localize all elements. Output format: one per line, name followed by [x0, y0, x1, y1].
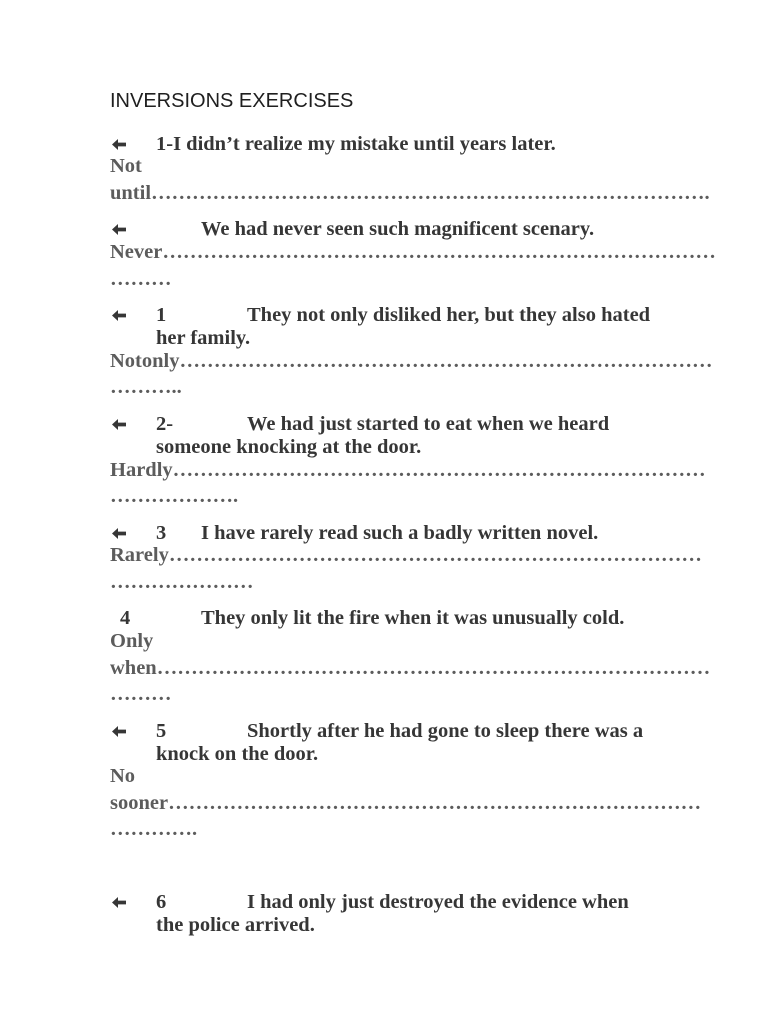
exercise-item-7: [110, 719, 702, 843]
question-line: [110, 891, 670, 914]
question-text: We had never seen such magnificent scenary.: [201, 218, 595, 241]
left-arrow-icon: [112, 419, 126, 430]
exercise-number: 3: [156, 521, 167, 544]
exercise-item-8: [110, 891, 670, 937]
exercise-item-2: [110, 218, 716, 292]
answer-prompt: when………………………………………………………………………: [110, 656, 711, 679]
exercise-number: 5: [156, 719, 167, 742]
answer-blank-line: until……………………………………………………………………….: [110, 181, 710, 204]
question-line: [110, 218, 670, 241]
question-line-continued: [110, 436, 670, 459]
answer-block: [110, 239, 716, 292]
answer-blank-line: ……………….: [110, 485, 239, 507]
question-text: They only lit the fire when it was unusually cold.: [201, 607, 625, 630]
answer-prompt: Only: [110, 630, 154, 652]
left-arrow-icon: [112, 224, 126, 235]
question-text: the police arrived.: [156, 913, 315, 936]
answer-block: [110, 457, 706, 510]
answer-block: [110, 763, 702, 843]
question-text: Shortly after he had gone to sleep there was a: [247, 719, 644, 742]
question-line-continued: [110, 327, 670, 350]
question-text: They not only disliked her, but they also hated: [247, 304, 651, 326]
answer-prompt: Notonly……………………………………………………………………: [110, 349, 713, 372]
answer-prompt: Rarely……………………………………………………………………: [110, 544, 702, 567]
question-line: [110, 720, 670, 743]
document-body: [110, 89, 716, 937]
question-text: someone knocking at the door.: [156, 435, 422, 458]
answer-prompt: Not: [110, 155, 142, 178]
answer-blank-line: ………: [110, 267, 172, 290]
answer-blank-line: ………….: [110, 818, 198, 841]
exercise-number: 2-: [156, 412, 174, 435]
question-text: 1-I didn’t realize my mistake until years later.: [156, 132, 556, 155]
left-arrow-icon: [112, 897, 126, 908]
exercise-item-3: [110, 304, 713, 401]
question-line-continued: [110, 914, 670, 937]
answer-prompt: Hardly……………………………………………………………………: [110, 458, 706, 481]
left-arrow-icon: [112, 528, 126, 539]
exercise-number: 1: [156, 304, 167, 326]
question-text: I have rarely read such a badly written novel.: [201, 521, 599, 544]
answer-blank-line: ………..: [110, 376, 182, 399]
answer-prompt: Never………………………………………………………………………: [110, 241, 716, 263]
exercise-item-5: [110, 521, 702, 596]
exercise-number: 6: [156, 890, 167, 913]
question-text: I had only just destroyed the evidence when: [247, 890, 629, 913]
question-text: We had just started to eat when we heard: [247, 412, 610, 435]
question-line: [110, 607, 670, 630]
left-arrow-icon: [112, 139, 126, 150]
left-arrow-icon: [112, 726, 126, 737]
answer-block: [110, 348, 713, 401]
answer-blank-line: ………: [110, 683, 172, 705]
document-title: INVERSIONS EXERCISES: [110, 90, 354, 112]
question-line: [110, 133, 670, 156]
exercise-item-4: [110, 412, 706, 510]
left-arrow-icon: [112, 310, 126, 321]
answer-block: [110, 628, 711, 708]
question-line-continued: [110, 743, 670, 766]
answer-block: [110, 542, 702, 595]
question-line: [110, 522, 670, 545]
question-text: her family.: [156, 327, 251, 349]
question-line: [110, 413, 670, 436]
answer-blank-line: …………………: [110, 570, 254, 593]
exercise-item-1: [110, 132, 710, 207]
answer-block: [110, 153, 710, 206]
answer-prompt: No: [110, 765, 136, 788]
exercise-item-6: [110, 607, 711, 707]
question-text: knock on the door.: [156, 742, 319, 765]
answer-prompt: sooner……………………………………………………………………: [110, 791, 702, 814]
question-line: [110, 304, 670, 327]
exercise-number: 4: [120, 607, 131, 630]
